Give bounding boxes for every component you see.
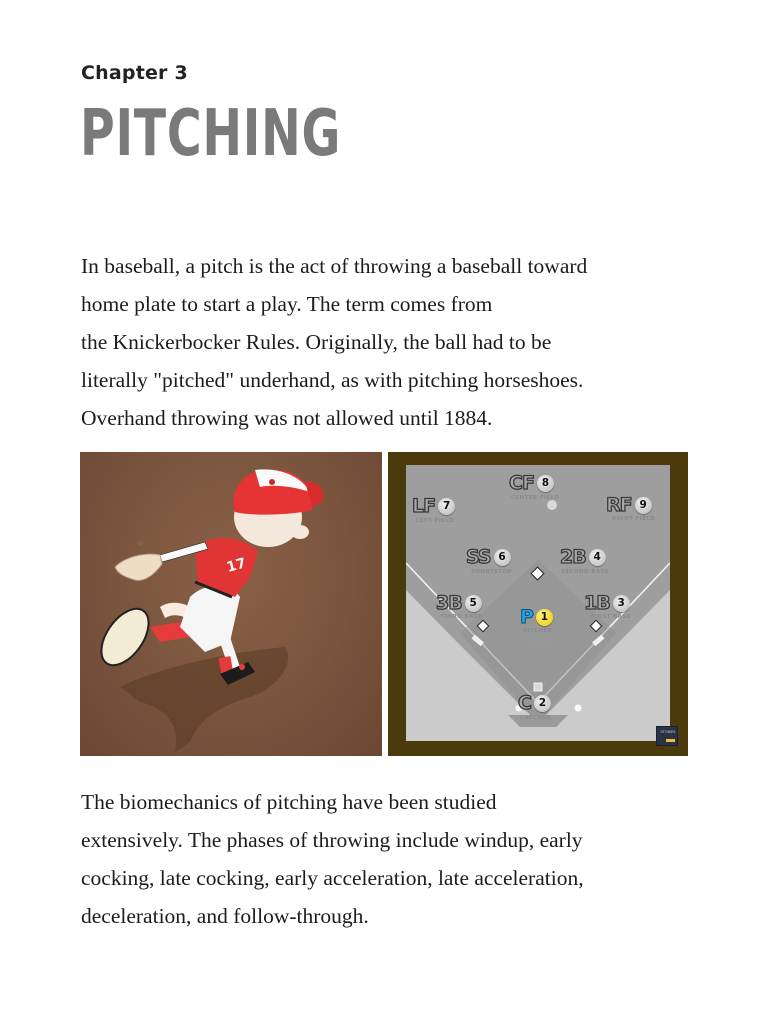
position-abbr: RF (606, 494, 632, 516)
position-number-badge: 9 (635, 497, 652, 514)
position-name: LEFT FIELD (416, 518, 455, 524)
position-catcher (518, 692, 551, 714)
position-first-base (584, 592, 630, 614)
biomechanics-paragraph (81, 783, 701, 935)
paragraph-line: cocking, late cocking, early acceleration, late acceleration, (81, 866, 584, 890)
position-second-base (560, 546, 606, 568)
intro-paragraph (81, 247, 701, 437)
position-abbr: 1B (584, 592, 610, 614)
svg-text:17: 17 (224, 555, 248, 576)
field-diagram-canvas (406, 465, 670, 741)
position-name: PITCHER (523, 628, 553, 634)
position-pitcher (520, 606, 553, 628)
position-name: CATCHER (520, 715, 552, 721)
position-abbr: P (520, 606, 533, 628)
position-number-badge: 4 (589, 549, 606, 566)
paragraph-line: In baseball, a pitch is the act of throwing a baseball toward (81, 254, 588, 278)
position-name: SECOND BASE (561, 569, 610, 575)
position-abbr: 3B (436, 592, 462, 614)
paragraph-line: literally "pitched" underhand, as with pitching horseshoes. (81, 368, 584, 392)
paragraph-line: home plate to start a play. The term comes from (81, 292, 493, 316)
position-name: CENTER FIELD (511, 495, 560, 501)
paragraph-line: the Knickerbocker Rules. Originally, the ball had to be (81, 330, 552, 354)
position-number-badge: 3 (613, 595, 630, 612)
position-name: RIGHT FIELD (612, 516, 656, 522)
position-name: SHORTSTOP (471, 569, 512, 575)
paragraph-line: deceleration, and follow-through. (81, 904, 369, 928)
position-right-field (606, 494, 652, 516)
position-abbr: LF (412, 495, 436, 517)
position-abbr: 2B (560, 546, 586, 568)
position-left-field (412, 495, 455, 517)
pitcher-illustration (80, 452, 382, 756)
position-center-field (509, 472, 554, 494)
paragraph-line: The biomechanics of pitching have been studied (81, 790, 497, 814)
position-number-badge: 6 (494, 549, 511, 566)
position-abbr: SS (466, 546, 491, 568)
logo-text: STORIES (660, 730, 676, 734)
position-name: FIRST BASE (591, 614, 631, 620)
chapter-label: Chapter 3 (81, 62, 188, 84)
position-abbr: CF (509, 472, 534, 494)
position-third-base (436, 592, 482, 614)
chapter-title: PITCHING (80, 97, 342, 171)
position-shortstop (466, 546, 511, 568)
position-number-badge: 5 (465, 595, 482, 612)
field-positions-diagram (388, 452, 688, 756)
paragraph-line: Overhand throwing was not allowed until 1884. (81, 406, 493, 430)
position-number-badge: 7 (438, 498, 455, 515)
logo-bar-icon (666, 739, 675, 742)
position-number-badge: 8 (537, 475, 554, 492)
publisher-logo (656, 726, 678, 746)
paragraph-line: extensively. The phases of throwing include windup, early (81, 828, 583, 852)
position-number-badge: 1 (536, 609, 553, 626)
position-abbr: C (518, 692, 531, 714)
pitcher-photo (80, 452, 382, 756)
position-number-badge: 2 (534, 695, 551, 712)
position-name: THIRD BASE (441, 614, 483, 620)
